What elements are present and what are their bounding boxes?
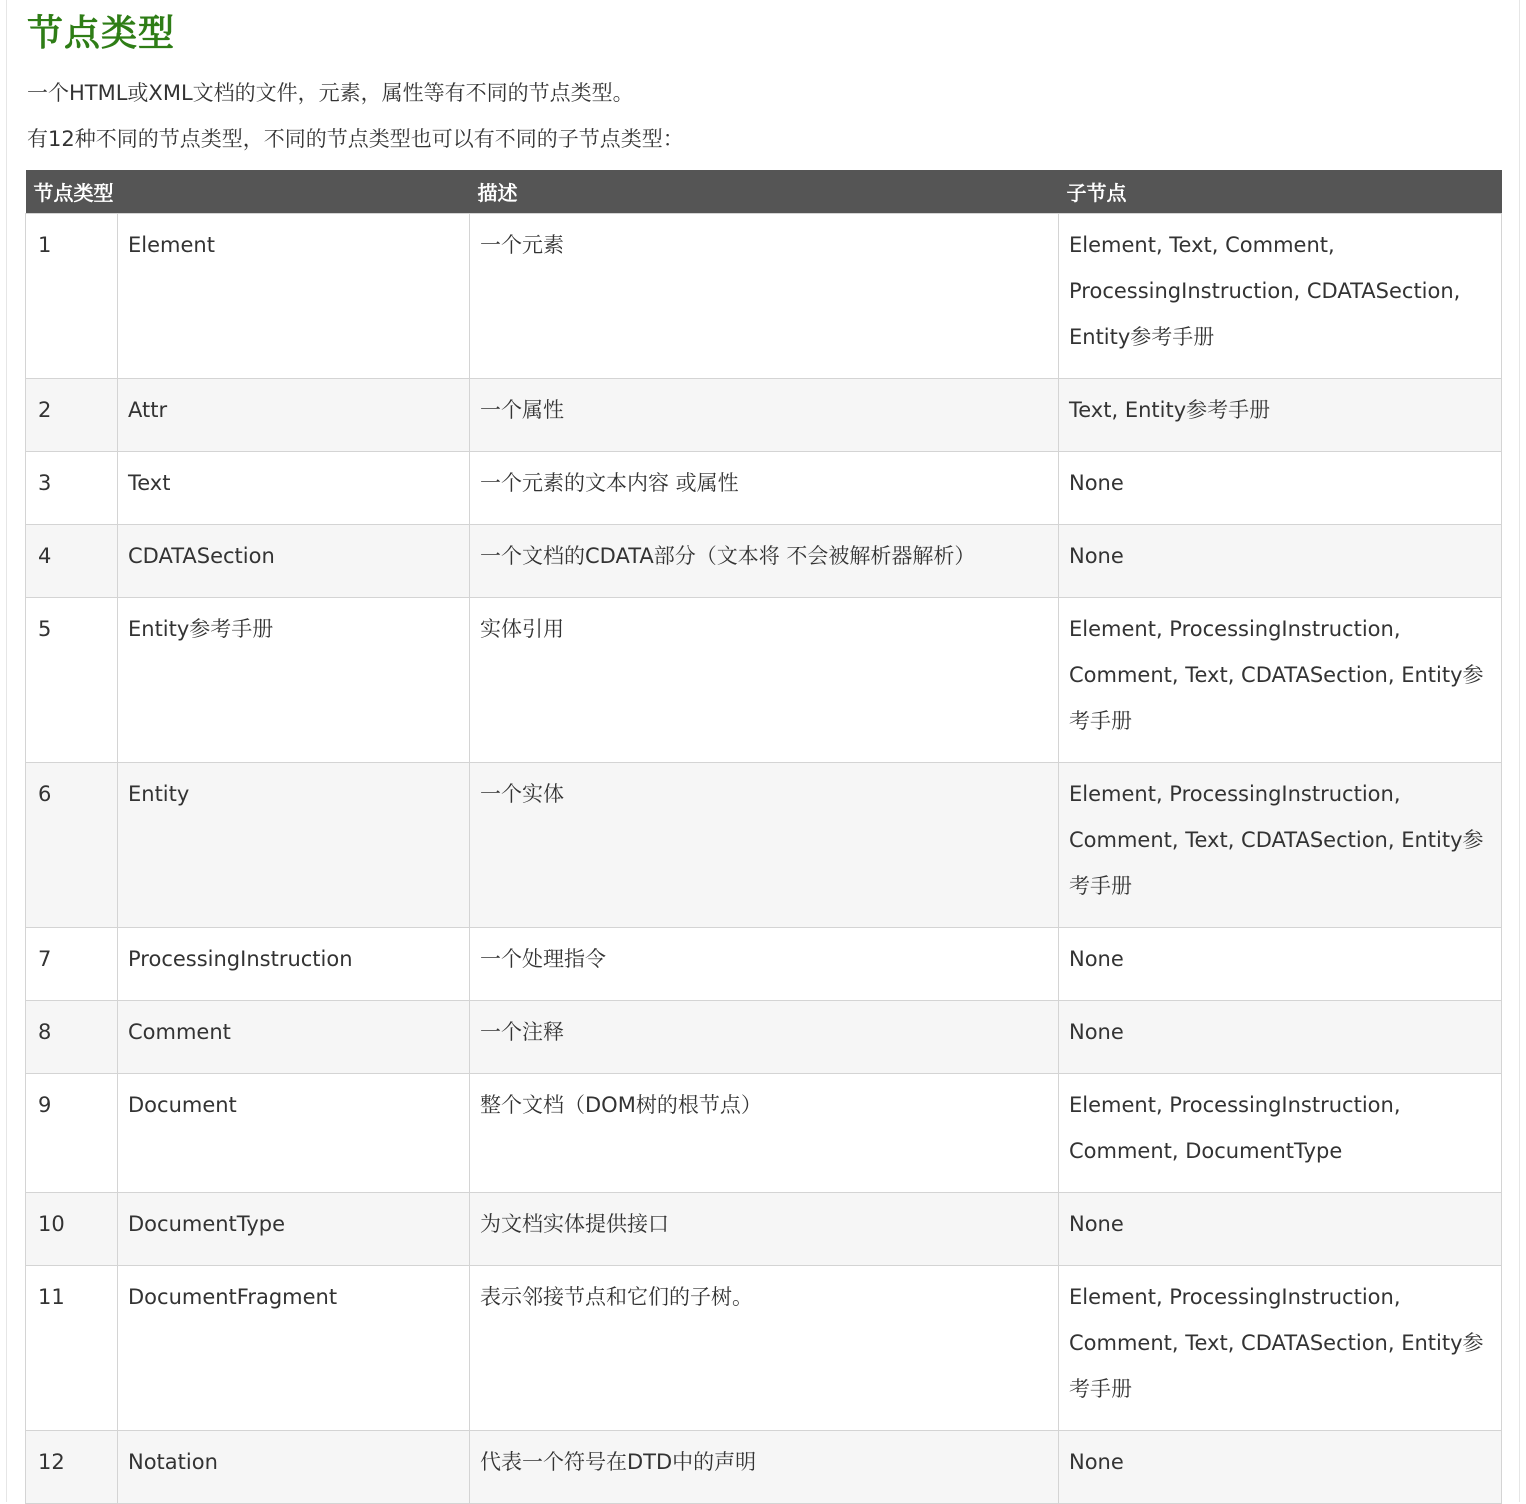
table-row xyxy=(26,379,1502,452)
cell-child-nodes xyxy=(1059,1001,1502,1074)
cell-node-number xyxy=(26,763,118,928)
cell-description xyxy=(470,1074,1059,1193)
cell-node-number xyxy=(26,928,118,1001)
intro-text-1: 一个HTML或XML文档的文件，元素，属性等有不同的节点类型。 xyxy=(27,81,634,105)
cell-node-number xyxy=(26,379,118,452)
cell-child-nodes xyxy=(1059,379,1502,452)
cell-node-name-text: Entity参考手册 xyxy=(128,617,274,641)
table-row xyxy=(26,452,1502,525)
header-node-type: 节点类型 xyxy=(26,170,470,214)
cell-description-text: 一个注释 xyxy=(480,1020,564,1044)
cell-child-nodes xyxy=(1059,214,1502,379)
cell-description xyxy=(470,1266,1059,1431)
cell-node-name xyxy=(118,214,470,379)
cell-node-name xyxy=(118,525,470,598)
intro-text-2: 有12种不同的节点类型，不同的节点类型也可以有不同的子节点类型： xyxy=(27,127,684,151)
cell-node-name xyxy=(118,1074,470,1193)
cell-node-number xyxy=(26,1266,118,1431)
table-row xyxy=(26,214,1502,379)
cell-description-text: 一个元素 xyxy=(480,233,564,257)
cell-node-name xyxy=(118,1266,470,1431)
cell-child-nodes xyxy=(1059,1431,1502,1504)
cell-description xyxy=(470,525,1059,598)
cell-description xyxy=(470,1431,1059,1504)
cell-child-nodes-text: Element, ProcessingInstruction, Comment, DocumentType xyxy=(1069,1093,1401,1163)
cell-node-number-text: 7 xyxy=(38,947,52,971)
cell-node-name-text: DocumentFragment xyxy=(128,1285,338,1309)
table-row xyxy=(26,1001,1502,1074)
cell-node-name xyxy=(118,1193,470,1266)
cell-child-nodes-text: Element, Text, Comment, ProcessingInstruction, CDATASection, Entity参考手册 xyxy=(1069,233,1461,349)
cell-node-number-text: 3 xyxy=(38,471,52,495)
cell-node-number xyxy=(26,1193,118,1266)
cell-description-text: 一个属性 xyxy=(480,398,564,422)
cell-child-nodes-text: Element, ProcessingInstruction, Comment, Text, CDATASection, Entity参考手册 xyxy=(1069,1285,1484,1401)
cell-node-number xyxy=(26,598,118,763)
table-row xyxy=(26,598,1502,763)
cell-node-number-text: 9 xyxy=(38,1093,52,1117)
cell-node-number xyxy=(26,1431,118,1504)
table-row xyxy=(26,763,1502,928)
table-row xyxy=(26,1431,1502,1504)
cell-node-name-text: ProcessingInstruction xyxy=(128,947,353,971)
cell-node-number xyxy=(26,525,118,598)
cell-child-nodes-text: None xyxy=(1069,1450,1124,1474)
page-title: 节点类型 xyxy=(27,13,176,54)
cell-node-number xyxy=(26,214,118,379)
cell-description xyxy=(470,1001,1059,1074)
table-row xyxy=(26,928,1502,1001)
cell-description-text: 一个实体 xyxy=(480,782,564,806)
table-header-row xyxy=(26,170,1502,214)
cell-child-nodes xyxy=(1059,1266,1502,1431)
cell-node-name-text: Notation xyxy=(128,1450,218,1474)
cell-description xyxy=(470,763,1059,928)
cell-node-name xyxy=(118,928,470,1001)
header-description: 描述 xyxy=(470,170,1059,214)
cell-description xyxy=(470,1193,1059,1266)
header-children: 子节点 xyxy=(1059,170,1502,214)
cell-node-number-text: 6 xyxy=(38,782,52,806)
cell-child-nodes-text: None xyxy=(1069,1212,1124,1236)
cell-child-nodes-text: None xyxy=(1069,1020,1124,1044)
cell-node-number xyxy=(26,452,118,525)
cell-child-nodes-text: Element, ProcessingInstruction, Comment, Text, CDATASection, Entity参考手册 xyxy=(1069,782,1484,898)
cell-node-name xyxy=(118,763,470,928)
cell-node-number xyxy=(26,1001,118,1074)
node-type-table xyxy=(25,170,1502,1504)
page xyxy=(6,0,1520,1502)
cell-node-number-text: 11 xyxy=(38,1285,65,1309)
cell-node-name xyxy=(118,452,470,525)
cell-child-nodes-text: Element, ProcessingInstruction, Comment, Text, CDATASection, Entity参考手册 xyxy=(1069,617,1484,733)
cell-child-nodes-text: None xyxy=(1069,947,1124,971)
cell-description xyxy=(470,598,1059,763)
cell-node-number-text: 5 xyxy=(38,617,52,641)
cell-node-name-text: Entity xyxy=(128,782,190,806)
cell-description xyxy=(470,928,1059,1001)
cell-description-text: 一个文档的CDATA部分（文本将 不会被解析器解析） xyxy=(480,544,976,568)
cell-node-name xyxy=(118,1431,470,1504)
cell-description-text: 实体引用 xyxy=(480,617,564,641)
cell-node-number-text: 4 xyxy=(38,544,52,568)
cell-node-number-text: 2 xyxy=(38,398,52,422)
cell-node-number-text: 10 xyxy=(38,1212,65,1236)
cell-child-nodes xyxy=(1059,525,1502,598)
cell-node-name-text: Document xyxy=(128,1093,237,1117)
table-row xyxy=(26,525,1502,598)
cell-child-nodes xyxy=(1059,1193,1502,1266)
cell-node-name xyxy=(118,379,470,452)
cell-child-nodes xyxy=(1059,763,1502,928)
cell-description-text: 一个处理指令 xyxy=(480,947,606,971)
cell-child-nodes-text: Text, Entity参考手册 xyxy=(1069,398,1271,422)
cell-description-text: 代表一个符号在DTD中的声明 xyxy=(480,1450,757,1474)
cell-description xyxy=(470,379,1059,452)
cell-child-nodes-text: None xyxy=(1069,544,1124,568)
cell-node-name-text: Comment xyxy=(128,1020,231,1044)
cell-description-text: 为文档实体提供接口 xyxy=(480,1212,669,1236)
cell-node-name-text: Element xyxy=(128,233,215,257)
cell-node-name xyxy=(118,598,470,763)
cell-description xyxy=(470,214,1059,379)
cell-child-nodes xyxy=(1059,1074,1502,1193)
cell-child-nodes xyxy=(1059,598,1502,763)
cell-child-nodes xyxy=(1059,928,1502,1001)
table-row xyxy=(26,1074,1502,1193)
table-body xyxy=(26,214,1502,1504)
cell-node-number-text: 8 xyxy=(38,1020,52,1044)
table-row xyxy=(26,1266,1502,1431)
cell-node-name-text: DocumentType xyxy=(128,1212,286,1236)
cell-node-name-text: CDATASection xyxy=(128,544,275,568)
cell-description-text: 表示邻接节点和它们的子树。 xyxy=(480,1285,753,1309)
cell-description-text: 一个元素的文本内容 或属性 xyxy=(480,471,739,495)
cell-description xyxy=(470,452,1059,525)
table-row xyxy=(26,1193,1502,1266)
cell-child-nodes xyxy=(1059,452,1502,525)
cell-node-number-text: 12 xyxy=(38,1450,65,1474)
cell-child-nodes-text: None xyxy=(1069,471,1124,495)
cell-node-number-text: 1 xyxy=(38,233,52,257)
cell-node-name xyxy=(118,1001,470,1074)
cell-description-text: 整个文档（DOM树的根节点） xyxy=(480,1093,762,1117)
cell-node-name-text: Attr xyxy=(128,398,168,422)
cell-node-name-text: Text xyxy=(128,471,171,495)
cell-node-number xyxy=(26,1074,118,1193)
